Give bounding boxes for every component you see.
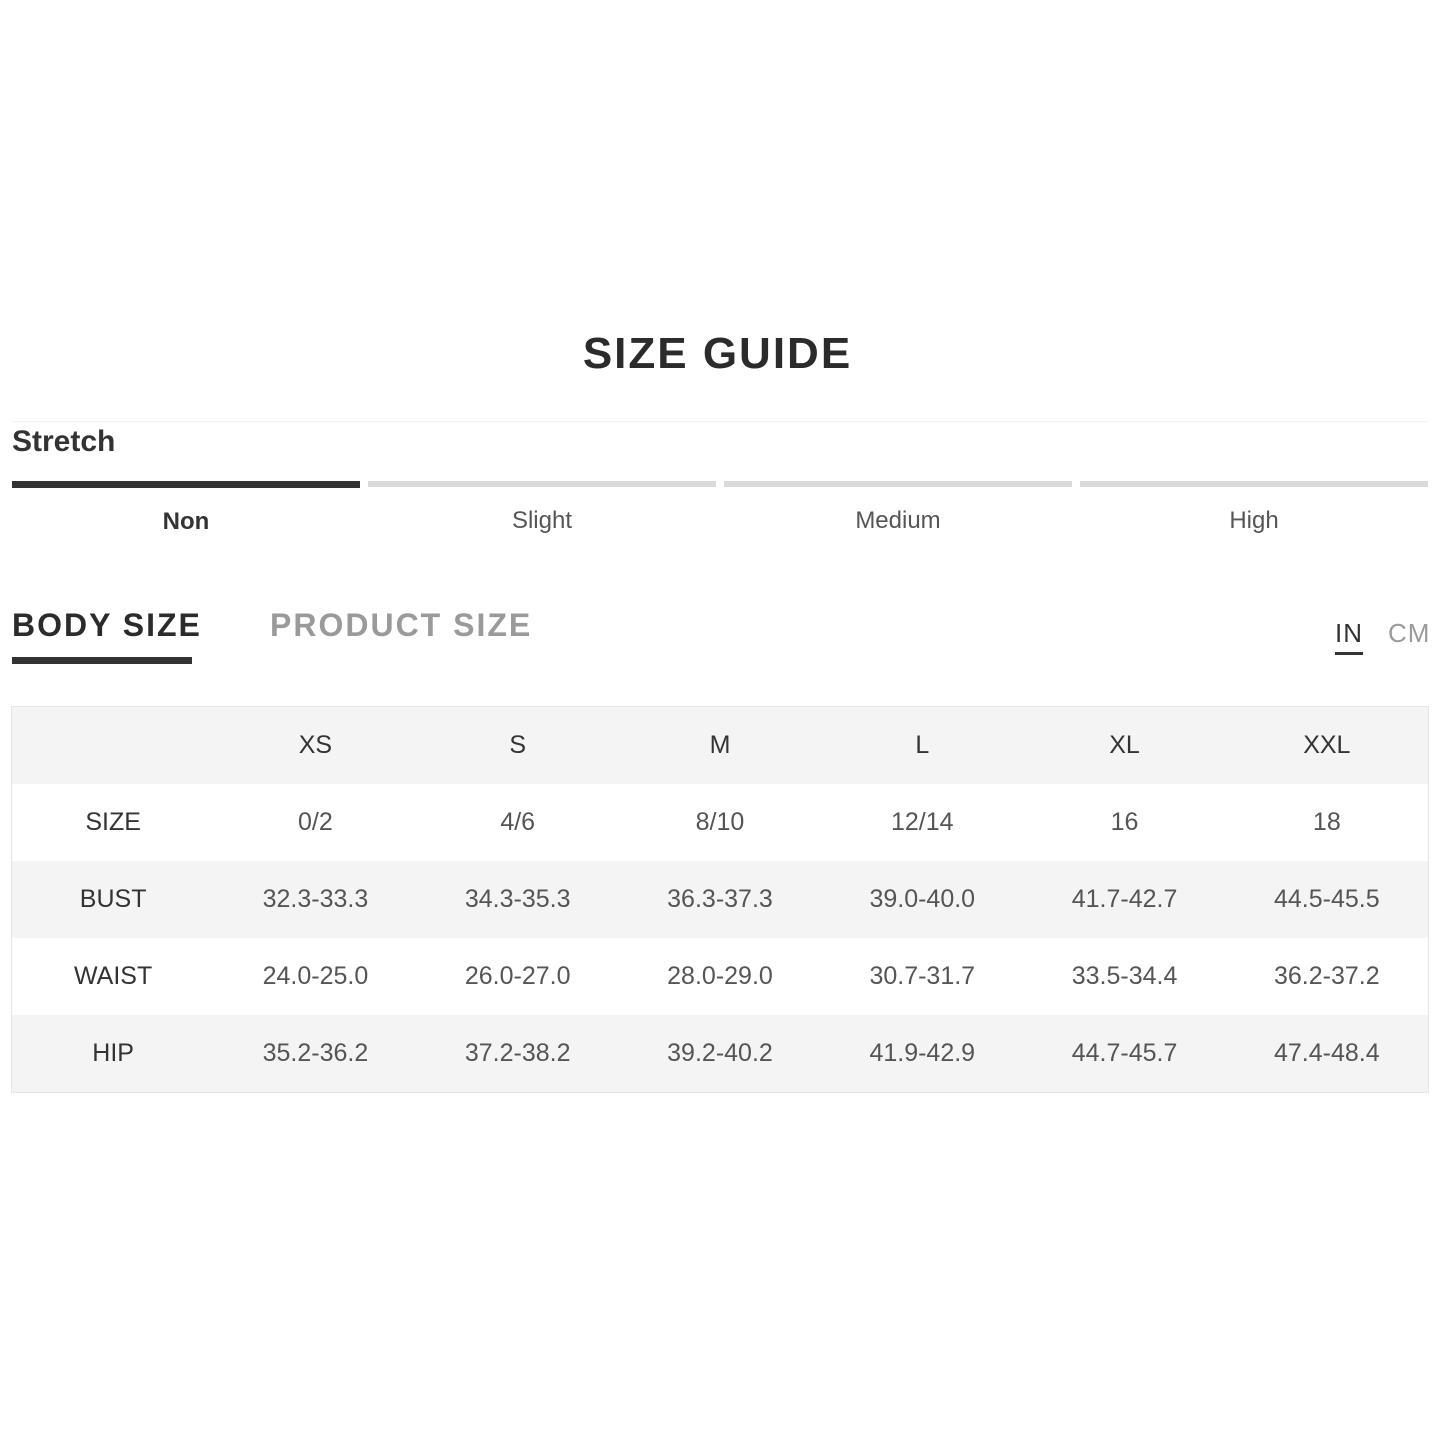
table-cell: 18 <box>1312 808 1341 836</box>
column-header: XXL <box>1303 731 1351 759</box>
table-cell: 39.2-40.2 <box>667 1039 773 1067</box>
table-cell: 0/2 <box>298 808 333 836</box>
table-cell: 4/6 <box>500 808 536 836</box>
table-cell: 8/10 <box>695 808 745 836</box>
stretch-bar <box>12 481 360 488</box>
stretch-bar <box>724 481 1072 487</box>
table-cell: 24.0-25.0 <box>262 962 369 990</box>
stretch-option-medium[interactable] <box>724 481 1072 537</box>
table-cell: 30.7-31.7 <box>869 962 976 990</box>
table-cell: 12/14 <box>890 808 954 836</box>
column-header: XS <box>298 731 333 759</box>
row-label: SIZE <box>85 808 141 836</box>
column-header: XL <box>1109 731 1140 759</box>
table-cell: 34.3-35.3 <box>464 885 571 913</box>
stretch-option-non[interactable] <box>12 481 360 537</box>
table-cell: 32.3-33.3 <box>262 885 369 913</box>
stretch-option-label: Slight <box>511 507 573 534</box>
table-cell: 44.5-45.5 <box>1274 885 1380 913</box>
unit-toggle-in[interactable]: IN <box>1335 616 1363 655</box>
page-title: SIZE GUIDE <box>582 329 853 378</box>
stretch-bar <box>1080 481 1428 487</box>
column-header: S <box>509 731 527 759</box>
table-row <box>12 861 1428 938</box>
table-cell: 39.0-40.0 <box>869 885 976 913</box>
row-label: BUST <box>79 885 147 913</box>
stretch-option-label: Medium <box>855 507 941 534</box>
table-cell: 44.7-45.7 <box>1071 1039 1178 1067</box>
table-cell: 36.2-37.2 <box>1274 962 1380 990</box>
stretch-bar <box>368 481 716 487</box>
stretch-option-slight[interactable] <box>368 481 716 537</box>
unit-toggle-cm[interactable]: CM <box>1388 618 1431 648</box>
table-cell: 16 <box>1110 808 1139 836</box>
column-header: L <box>915 731 930 759</box>
table-cell: 28.0-29.0 <box>667 962 773 990</box>
row-label: WAIST <box>74 962 153 990</box>
divider <box>12 421 1428 422</box>
stretch-option-high[interactable] <box>1080 481 1428 537</box>
tab-body-size[interactable] <box>12 603 202 647</box>
table-row <box>12 938 1428 1015</box>
table-cell: 41.9-42.9 <box>869 1039 976 1067</box>
tab-product-size[interactable] <box>270 603 532 647</box>
table-row <box>12 784 1428 861</box>
table-cell: 26.0-27.0 <box>464 962 571 990</box>
table-cell: 36.3-37.3 <box>667 885 773 913</box>
table-header-row <box>12 707 1428 784</box>
tab-label: PRODUCT SIZE <box>270 607 533 643</box>
stretch-scale <box>12 481 1428 537</box>
table-cell: 41.7-42.7 <box>1071 885 1178 913</box>
table-cell: 35.2-36.2 <box>262 1039 369 1067</box>
size-table <box>11 706 1429 1093</box>
table-row <box>12 1015 1428 1092</box>
table-cell: 47.4-48.4 <box>1274 1039 1380 1067</box>
table-cell: 37.2-38.2 <box>464 1039 571 1067</box>
tab-active-underline <box>12 657 192 664</box>
row-label: HIP <box>92 1039 134 1067</box>
stretch-option-label: Non <box>162 508 210 535</box>
stretch-label: Stretch <box>12 425 116 458</box>
stretch-option-label: High <box>1229 507 1279 534</box>
tab-label: BODY SIZE <box>12 607 202 643</box>
column-header: M <box>709 731 731 759</box>
table-cell: 33.5-34.4 <box>1071 962 1178 990</box>
